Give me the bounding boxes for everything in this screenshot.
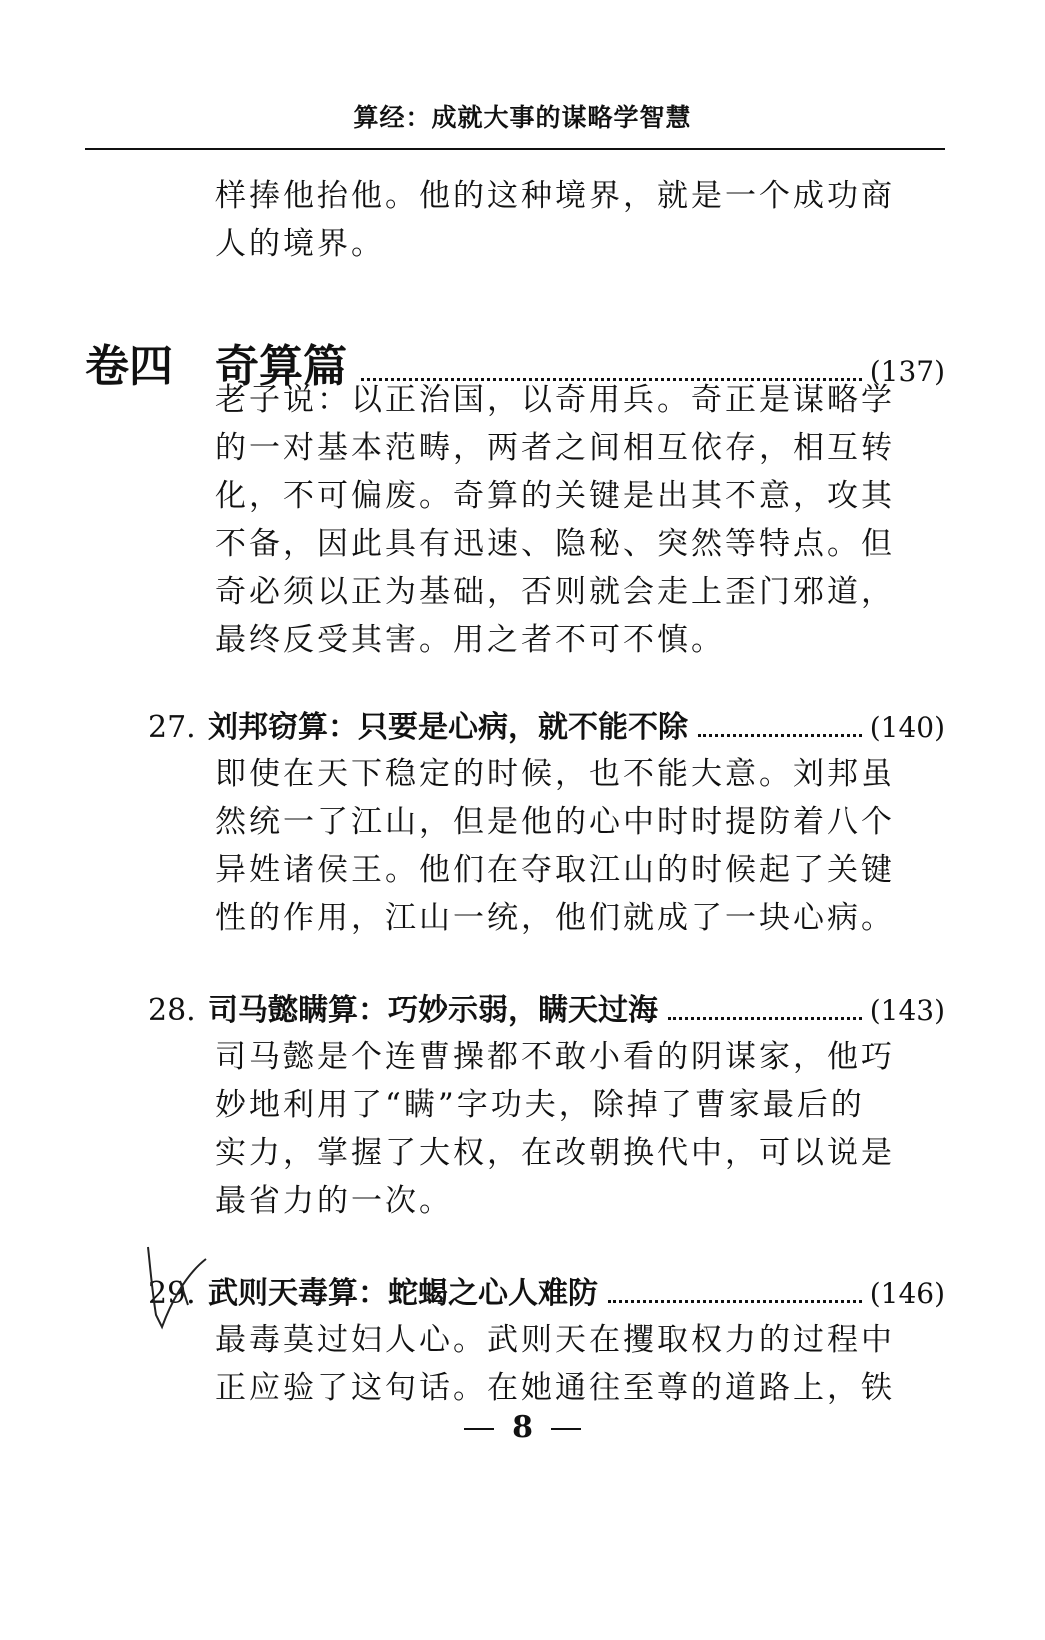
toc-entry-29 [148, 1268, 945, 1313]
entry-number: 28. [148, 993, 196, 1028]
entry-page: (143) [869, 994, 945, 1027]
text-line: 异姓诸侯王。他们在夺取江山的时候起了关键 [215, 852, 895, 888]
text-line: 性的作用，江山一统，他们就成了一块心病。 [215, 900, 895, 936]
volume-description [215, 376, 895, 664]
text-line: 最毒莫过妇人心。武则天在攫取权力的过程中 [215, 1322, 895, 1358]
text-line: 人的境界。 [215, 226, 385, 262]
text-line: 老子说：以正治国，以奇用兵。奇正是谋略学 [215, 382, 895, 418]
dot-leader [608, 1299, 862, 1303]
text-line: 化，不可偏废。奇算的关键是出其不意，攻其 [215, 478, 895, 514]
entry-page: (146) [869, 1277, 945, 1310]
text-line: 即使在天下稳定的时候，也不能大意。刘邦虽 [215, 756, 895, 792]
toc-entry-28 [148, 985, 945, 1030]
text-line: 然统一了江山，但是他的心中时时提防着八个 [215, 804, 895, 840]
dot-leader [668, 1016, 862, 1020]
volume-title: 奇算篇 [215, 341, 347, 392]
entry-title: 武则天毒算：蛇蝎之心人难防 [208, 1276, 598, 1311]
footer-dash [551, 1428, 581, 1430]
text-line: 妙地利用了“瞒”字功夫，除掉了曹家最后的 [215, 1087, 865, 1123]
page-footer [0, 1410, 1045, 1445]
volume-page: (137) [869, 355, 945, 388]
text-line: 最省力的一次。 [215, 1183, 453, 1219]
entry-28-summary [215, 1033, 895, 1225]
intro-paragraph [215, 172, 895, 268]
entry-27-summary [215, 750, 895, 942]
entry-page: (140) [869, 711, 945, 744]
text-line: 奇必须以正为基础，否则就会走上歪门邪道， [215, 574, 895, 610]
footer-dash [464, 1428, 494, 1430]
toc-entry-27 [148, 702, 945, 747]
page-number: 8 [512, 1410, 533, 1445]
text-line: 正应验了这句话。在她通往至尊的道路上，铁 [215, 1370, 895, 1406]
text-line: 实力，掌握了大权，在改朝换代中，可以说是 [215, 1135, 895, 1171]
handwritten-check-mark [140, 1245, 210, 1335]
volume-number: 卷四 [85, 341, 173, 392]
entry-number: 27. [148, 710, 196, 745]
entry-29-summary [215, 1316, 895, 1412]
text-line: 不备，因此具有迅速、隐秘、突然等特点。但 [215, 526, 895, 562]
text-line: 样捧他抬他。他的这种境界，就是一个成功商 [215, 178, 895, 214]
running-header: 算经：成就大事的谋略学智慧 [353, 103, 692, 132]
text-line: 的一对基本范畴，两者之间相互依存，相互转 [215, 430, 895, 466]
entry-title: 司马懿瞒算：巧妙示弱，瞒天过海 [208, 993, 658, 1028]
entry-number: 29. [148, 1276, 196, 1311]
text-line: 司马懿是个连曹操都不敢小看的阴谋家，他巧 [215, 1039, 895, 1075]
entry-title: 刘邦窃算：只要是心病，就不能不除 [208, 710, 688, 745]
header-rule [85, 148, 945, 150]
text-line: 最终反受其害。用之者不可不慎。 [215, 622, 725, 658]
dot-leader [698, 733, 862, 737]
